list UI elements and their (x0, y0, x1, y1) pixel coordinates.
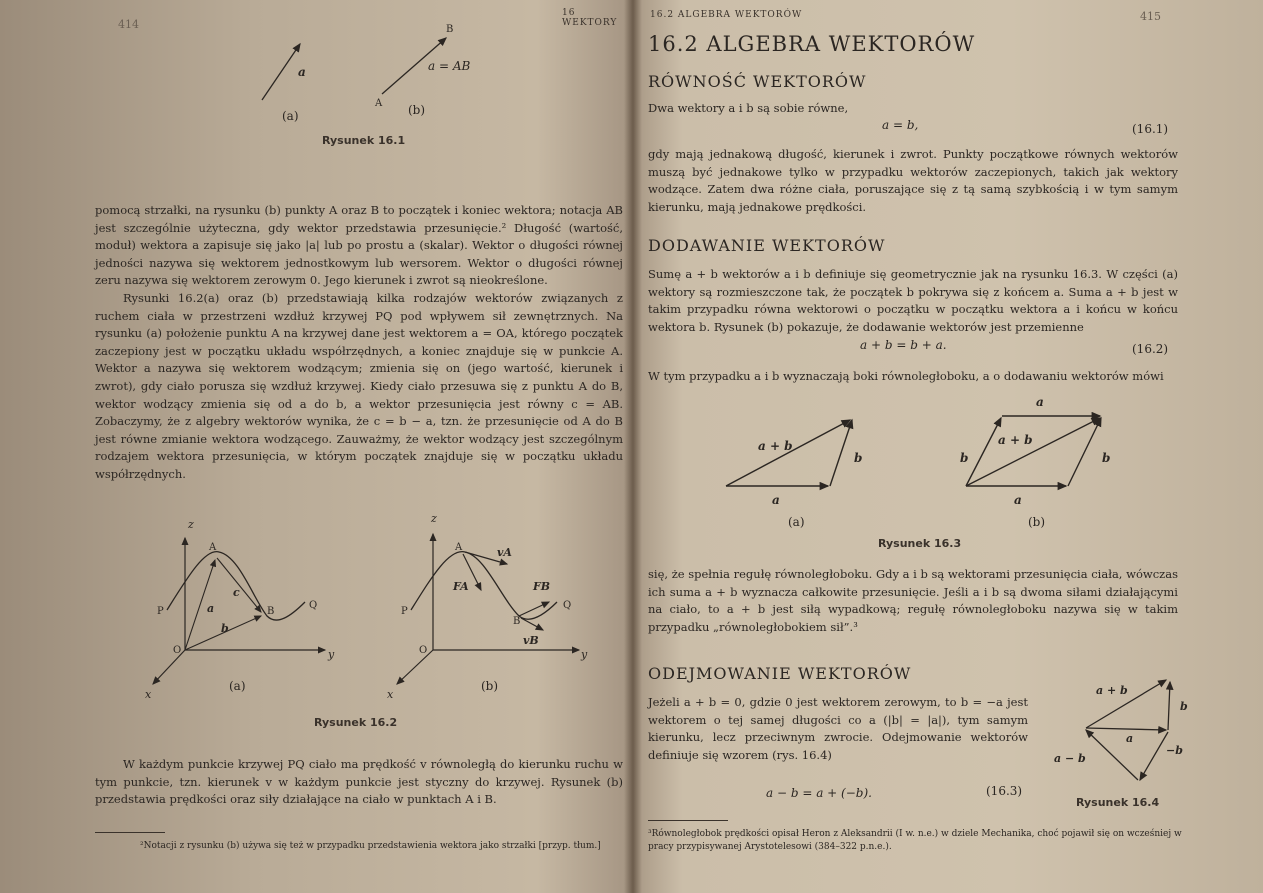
point-b-label-a: B (267, 606, 275, 617)
equation-16-3-number: (16.3) (986, 784, 1023, 798)
footnote-rule (95, 832, 165, 833)
velocity-a-label: vA (497, 546, 512, 559)
subfig-a-label: (a) (282, 109, 299, 123)
equality-text: gdy mają jednakową długość, kierunek i zwrot. Punkty początkowe równych wektorów muszą być jednakowe tylko w przypadku wektorów zaczepionych, takich jak wektory wodzące. Zatem dwa różne ciała, poruszające się z tą samą szybkością i w tym samym kierunku, mają jednakowe prędkości. (648, 147, 1178, 214)
footnote-rule (648, 820, 728, 821)
figure-16-2-caption: Rysunek 16.2 (314, 716, 398, 729)
force-b-label: FB (533, 580, 551, 593)
equation-16-2: a + b = b + a. (860, 338, 947, 352)
running-head: 16 WEKTORY (562, 8, 618, 28)
axis-z-label-a: z (188, 518, 194, 531)
sum-label-a: a + b (758, 439, 793, 453)
left-body-text (95, 202, 623, 484)
point-p-label-b: P (401, 606, 408, 617)
vector-c-label-a: c (233, 586, 240, 599)
velocity-b-label: vB (523, 634, 539, 647)
paragraph-notation: pomocą strzałki, na rysunku (b) punkty A oraz B to początek i koniec wektora; notacja AB jest szczególnie użyteczna, gdy wektor przedstawia przesunięcie.² Długość (wartość, moduł) wektora a zapisuje się jako |a| lub po prostu a (skalar). Wektor o długości równej jedności nazywa się wektorem jednostkowym lub wersorem. Wektor o długości równej zeru nazywa się wektorem zerowym 0. Jego kierunek i zwrot są nieokreślone. (95, 203, 623, 288)
figure-16-1-caption: Rysunek 16.1 (322, 134, 406, 147)
section-title: 16.2 ALGEBRA WEKTORÓW (648, 32, 976, 56)
point-a-label-a: A (209, 542, 217, 553)
vector-ab-equation: a = AB (428, 59, 471, 73)
b-label-164: b (1180, 700, 1188, 713)
closing-paragraph: W każdym punkcie krzywej PQ ciało ma prędkość v równoległą do kierunku ruchu w tym punkcie, tzn. kierunek v w każdym punkcie jest styczny do krzywej. Rysunek (b) przedstawia prędkości oraz siły działające na ciało w punktach A i B. (95, 757, 623, 807)
running-head: 16.2 ALGEBRA WEKTORÓW (650, 10, 803, 20)
vector-b-label-a: b (221, 622, 229, 635)
addition-after: W tym przypadku a i b wyznaczają boki równoległoboku, a o dodawaniu wektorów mówi (648, 369, 1164, 383)
figure-16-3-caption: Rysunek 16.3 (878, 537, 962, 550)
force-a-label: FA (453, 580, 469, 593)
axis-y-label-a: y (328, 648, 335, 661)
diff-label-164: a − b (1054, 752, 1086, 765)
subtraction-title: ODEJMOWANIE WEKTORÓW (648, 664, 912, 683)
axis-x-label-a: x (145, 688, 152, 701)
vector-a-label-a: a (207, 602, 215, 615)
equation-16-1-number: (16.1) (1132, 122, 1169, 136)
subtraction-text: Jeżeli a + b = 0, gdzie 0 jest wektorem zerowym, to b = −a jest wektorem o tej samej długości co a (|b| = |a|), tym samym kierunku, lecz przeciwnym zwrocie. Odejmowanie wektorów definiuje się wzorem (rys. 16.4) (648, 695, 1028, 762)
addition-title: DODAWANIE WEKTORÓW (648, 236, 886, 255)
axis-y-label-b: y (581, 648, 588, 661)
sum-label-b: a + b (998, 433, 1033, 447)
addition-text: Sumę a + b wektorów a i b definiuje się geometrycznie jak na rysunku 16.3. W części (a) wektory są rozmieszczone tak, że początek b pokrywa się z końcem a. Suma a + b jest w takim przypadku równa wektorowi o początku w początku wektora a i końcu w końcu wektora b. Rysunek (b) pokazuje, że dodawanie wektorów jest przemienne (648, 267, 1178, 334)
origin-label-b: O (419, 645, 428, 656)
equation-16-3: a − b = a + (−b). (766, 786, 872, 800)
page-number: 414 (118, 18, 139, 31)
minus-b-label-164: −b (1166, 744, 1183, 757)
a-label-top: a (1036, 395, 1044, 409)
point-q-label-a: Q (309, 600, 318, 611)
vector-a-label: a (298, 65, 306, 79)
point-b-label: B (446, 24, 454, 35)
axis-x-label-b: x (387, 688, 394, 701)
paragraph-position-vectors: Rysunki 16.2(a) oraz (b) przedstawiają kilka rodzajów wektorów związanych z ruchem ciała w przestrzeni wzdłuż krzywej PQ pod wpływem sił zewnętrznych. Na rysunku (a) położenie punktu A na krzywej dane jest wektorem a = OA, którego początek zaczepiony jest w początku układu współrzędnych, a koniec znajduje się w punkcie A. Wektor a nazywa się wektorem wodzącym; zmienia się on (jego wartość, kierunek i zwrot), gdy ciało porusza się wzdłuż krzywej. Kiedy ciało przesuwa się z punktu A do B, wektor wodzący zmienia się od a do b, a wektor przesunięcia jest równy c = AB. Zobaczymy, że z algebry wektorów wynika, że c = b − a, tzn. że przesunięcie od A do B jest równe zmianie wektora wodzącego. Zauważmy, że wektor wodzący jest szczególnym rodzajem wektora przesunięcia, w którym początek znajduje się w początku układu współrzędnych. (95, 290, 623, 481)
book-gutter (624, 0, 642, 893)
subfig-b-label-162: (b) (481, 679, 499, 693)
figure-16-3 (702, 392, 1142, 532)
a-label-bottom: a (1014, 493, 1022, 507)
point-a-label-b: A (455, 542, 463, 553)
subfig-b-label: (b) (408, 103, 426, 117)
footnote: ³Równoległobok prędkości opisał Heron z Aleksandrii (I w. n.e.) w dziele Mechanika, choć pojawił się on wcześniej w pracy przypisywanej Arystotelesowi (384–322 p.n.e.). (648, 829, 1182, 852)
page-number: 415 (1140, 10, 1161, 23)
equality-intro: Dwa wektory a i b są sobie równe, (648, 101, 849, 115)
parallelogram-text: się, że spełnia regułę równoległoboku. Gdy a i b są wektorami przesunięcia ciała, wówczas ich suma a + b wyznacza całkowite przesunięcie. Jeśli a i b są dwoma siłami działającymi na ciało, to a + b jest siłą wypadkową; regułę równoległoboku nazywa się w takim przypadku „równoległobokiem sił”.³ (648, 567, 1178, 634)
figure-16-4-caption: Rysunek 16.4 (1076, 796, 1160, 809)
figure-16-4 (1054, 676, 1204, 794)
point-b-label-b: B (513, 616, 521, 627)
b-label-a: b (854, 451, 863, 465)
figure-16-1 (240, 18, 490, 128)
point-p-label-a: P (157, 606, 164, 617)
vector-a-arrow (262, 44, 300, 100)
footnote: ²Notacji z rysunku (b) używa się też w przypadku przedstawienia wektora jako strzałki [przyp. tłum.] (140, 841, 601, 851)
b-label-right: b (1102, 451, 1111, 465)
equation-16-1: a = b, (882, 118, 919, 132)
point-q-label-b: Q (563, 600, 572, 611)
axis-z-label-b: z (431, 512, 437, 525)
equation-16-2-number: (16.2) (1132, 342, 1169, 356)
subfig-a-label-162: (a) (229, 679, 246, 693)
equality-title: RÓWNOŚĆ WEKTORÓW (648, 72, 867, 91)
right-page (632, 0, 1263, 893)
figure-16-2 (135, 508, 605, 708)
point-a-label: A (375, 98, 383, 109)
origin-label-a: O (173, 645, 182, 656)
subfig-a-label-163: (a) (788, 515, 805, 529)
b-label-left: b (960, 451, 969, 465)
a-label-a: a (772, 493, 780, 507)
sum-label-164: a + b (1096, 684, 1128, 697)
subfig-b-label-163: (b) (1028, 515, 1046, 529)
a-label-164: a (1126, 732, 1134, 745)
